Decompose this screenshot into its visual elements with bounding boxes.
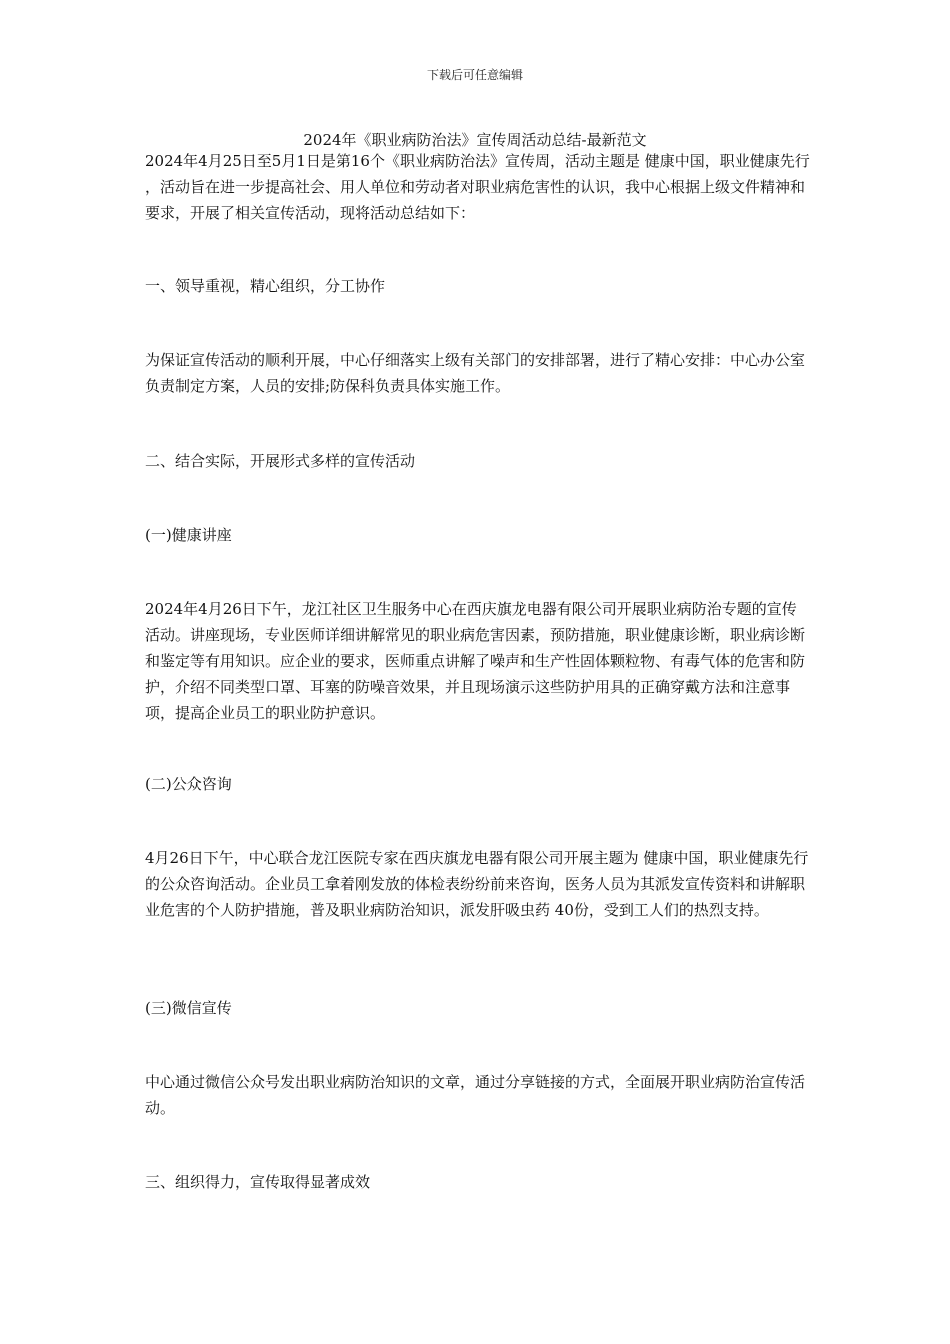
subsection-2-heading: (二)公众咨询	[145, 775, 232, 793]
section-1-heading: 一、领导重视，精心组织，分工协作	[145, 277, 386, 295]
section-2-heading: 二、结合实际，开展形式多样的宣传活动	[145, 452, 416, 470]
subsection-1-heading: (一)健康讲座	[145, 526, 232, 544]
document-title: 2024年《职业病防治法》宣传周活动总结-最新范文	[303, 131, 647, 149]
section-3-heading: 三、组织得力，宣传取得显著成效	[145, 1173, 371, 1191]
section-1-body: 为保证宣传活动的顺利开展，中心仔细落实上级有关部门的安排部署，进行了精心安排：中心办公室负责制定方案，人员的安排;防保科负责具体实施工作。	[145, 351, 806, 395]
subsection-3-body: 中心通过微信公众号发出职业病防治知识的文章，通过分享链接的方式，全面展开职业病防治宣传活动。	[145, 1073, 806, 1117]
subsection-1-body: 2024年4月26日下午，龙江社区卫生服务中心在西庆旗龙电器有限公司开展职业病防治专题的宣传活动。讲座现场，专业医师详细讲解常见的职业病危害因素，预防措施，职业健康诊断，职业病诊断和鉴定等有用知识。应企业的要求，医师重点讲解了噪声和生产性固体颗粒物、有毒气体的危害和防护，介绍不同类型口罩、耳塞的防噪音效果，并且现场演示这些防护用具的正确穿戴方法和注意事项，提高企业员工的职业防护意识。	[145, 600, 806, 722]
page-header-note: 下载后可任意编辑	[426, 68, 523, 82]
intro-paragraph: 2024年4月25日至5月1日是第16个《职业病防治法》宣传周，活动主题是 健康中国，职业健康先行 ，活动旨在进一步提高社会、用人单位和劳动者对职业病危害性的认识，我中心根据上级文件精神和要求，开展了相关宣传活动，现将活动总结如下：	[145, 152, 810, 222]
subsection-3-heading: (三)微信宣传	[145, 999, 232, 1017]
subsection-2-body: 4月26日下午，中心联合龙江医院专家在西庆旗龙电器有限公司开展主题为 健康中国，职业健康先行 的公众咨询活动。企业员工拿着刚发放的体检表纷纷前来咨询，医务人员为其派发宣传资料和讲解职业危害的个人防护措施，普及职业病防治知识，派发肝吸虫药 40份，受到工人们的热烈支持。	[145, 849, 809, 919]
